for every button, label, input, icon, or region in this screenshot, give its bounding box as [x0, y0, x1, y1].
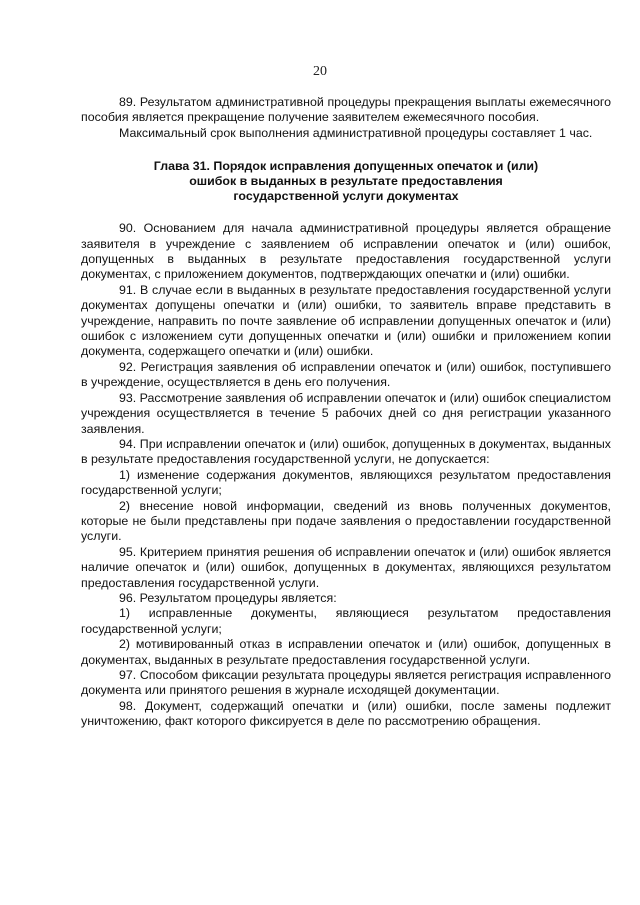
paragraph-96-item-1: 1) исправленные документы, являющиеся результатом предоставления государственной услуги;	[81, 606, 611, 636]
paragraph-95: 95. Критерием принятия решения об исправлении опечаток и (или) ошибок является наличие опечаток и (или) ошибок, допущенных в документах, являющихся результатом предоставления государственной услуги.	[81, 544, 611, 590]
paragraph-89: 89. Результатом административной процедуры прекращения выплаты ежемесячного пособия является прекращение получение заявителем ежемесячного пособия.	[81, 95, 611, 125]
page-number: 20	[313, 64, 327, 79]
paragraph-96-item-2: 2) мотивированный отказ в исправлении опечаток и (или) ошибок, допущенных в документах, выданных в результате предоставления государственной услуги.	[81, 637, 611, 667]
paragraph-96: 96. Результатом процедуры является:	[119, 590, 337, 605]
document-body	[81, 95, 611, 730]
paragraph-92: 92. Регистрация заявления об исправлении опечаток и (или) ошибок, поступившего в учреждение, осуществляется в день его получения.	[81, 359, 611, 390]
paragraph-93: 93. Рассмотрение заявления об исправлении опечаток и (или) ошибок специалистом учреждения осуществляется в течение 5 рабочих дней со дня регистрации указанного заявления.	[81, 390, 611, 436]
paragraph-94-item-2: 2) внесение новой информации, сведений из вновь полученных документов, которые не были представлены при подаче заявления о предоставлении государственной услуги.	[81, 498, 611, 544]
chapter-31-title: Глава 31. Порядок исправления допущенных опечаток и (или) ошибок в выданных в результате предоставления государственной услуги документах	[153, 159, 539, 204]
paragraph-94: 94. При исправлении опечаток и (или) ошибок, допущенных в документах, выданных в результате предоставления государственной услуги, не допускается:	[81, 436, 611, 467]
paragraph-98: 98. Документ, содержащий опечатки и (или) ошибки, после замены подлежит уничтожению, факт которого фиксируется в деле по рассмотрению обращения.	[81, 698, 611, 729]
paragraph-94-item-1: 1) изменение содержания документов, являющихся результатом предоставления государственной услуги;	[81, 467, 611, 498]
paragraph-97: 97. Способом фиксации результата процедуры является регистрация исправленного документа или принятого решения в журнале исходящей документации.	[81, 668, 611, 698]
paragraph-89-time-limit: Максимальный срок выполнения административной процедуры составляет 1 час.	[119, 125, 593, 140]
paragraph-90: 90. Основанием для начала административной процедуры является обращение заявителя в учреждение с заявлением об исправлении опечаток и (или) ошибок, допущенных в выданных в результате предоставления государственной услуги документах, с приложением документов, подтверждающих опечатки и (или) ошибки.	[81, 221, 611, 282]
paragraph-91: 91. В случае если в выданных в результате предоставления государственной услуги документах допущены опечатки и (или) ошибки, то заявитель вправе представить в учреждение, направить по почте заявление об исправлении допущенных опечаток и (или) ошибок с изложением сути допущенных опечатки и (или) ошибки и приложением копии документа, содержащего опечатки и (или) ошибки.	[81, 282, 611, 359]
